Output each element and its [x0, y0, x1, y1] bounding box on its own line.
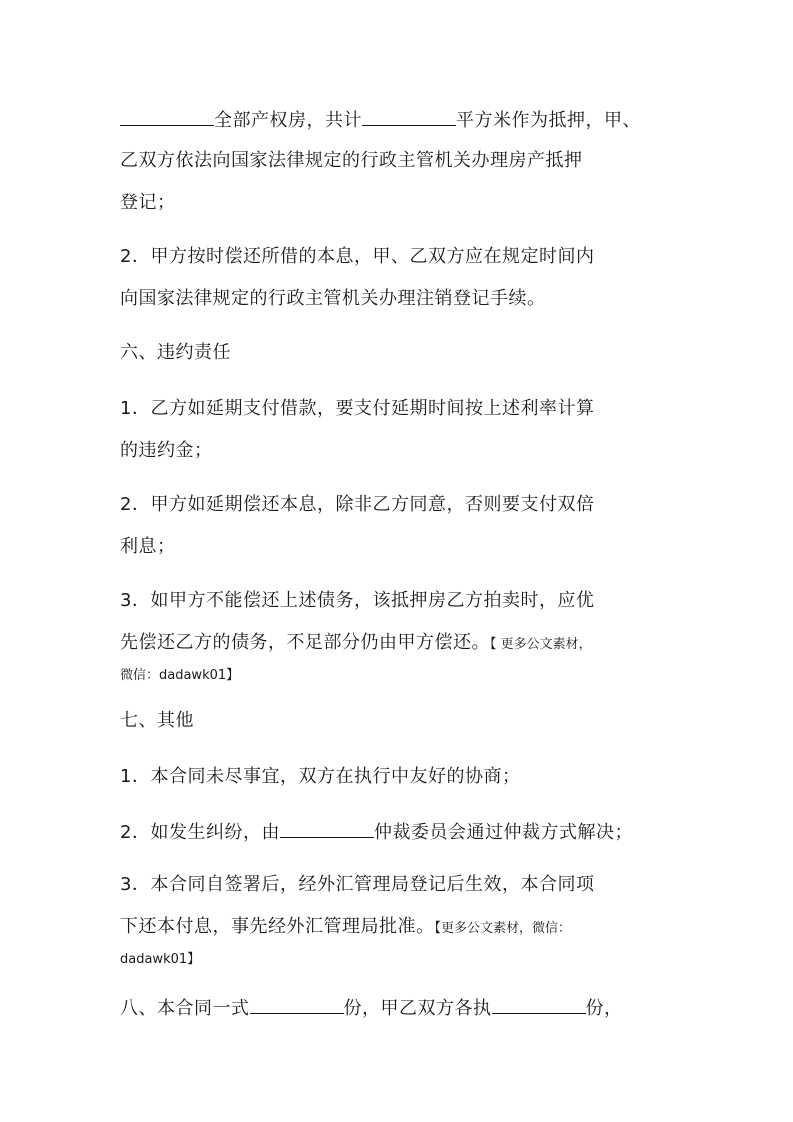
text-run: 平方米作为抵押，甲、 [456, 110, 641, 131]
section-heading: 六、违约责任 [120, 342, 231, 363]
paragraph-line: 的违约金； [120, 440, 213, 461]
text-run: 下还本付息，事先经外汇管理局批准。 [120, 916, 435, 937]
paragraph-line [120, 819, 680, 845]
text-run: 八、本合同一式 [120, 998, 250, 1019]
text-run: 仲裁委员会通过仲裁方式解决； [373, 822, 633, 843]
paragraph-line: 2．甲方如延期偿还本息，除非乙方同意，否则要支付双倍 [120, 494, 595, 515]
paragraph-line: 3．本合同自签署后，经外汇管理局登记后生效，本合同项 [120, 874, 595, 895]
section-heading: 七、其他 [120, 710, 194, 731]
paragraph-line [120, 631, 680, 657]
paragraph-line: 2．甲方按时偿还所借的本息，甲、乙双方应在规定时间内 [120, 246, 595, 267]
text-run: 份，甲乙双方各执 [343, 998, 492, 1019]
promo-note: dadawk01】 [120, 952, 201, 967]
text-run: 先偿还乙方的债务，不足部分仍由甲方偿还。 [120, 632, 490, 653]
paragraph-line [120, 107, 680, 133]
text-run: 全部产权房，共计 [214, 110, 362, 131]
paragraph-line: 登记； [120, 192, 176, 213]
paragraph-line [120, 995, 680, 1021]
paragraph-line: 1．本合同未尽事宜，双方在执行中友好的协商； [120, 766, 521, 787]
promo-note: 微信：dadawk01】 [120, 668, 240, 683]
fill-in-blank [280, 819, 374, 838]
fill-in-blank [362, 107, 456, 126]
paragraph-line: 向国家法律规定的行政主管机关办理注销登记手续。 [120, 288, 546, 309]
paragraph-line: 1．乙方如延期支付借款，要支付延期时间按上述利率计算 [120, 398, 595, 419]
paragraph-line: 利息； [120, 536, 176, 557]
fill-in-blank [492, 995, 586, 1014]
paragraph-line [120, 915, 680, 941]
promo-note: 【 更多公文素材， [490, 637, 592, 652]
fill-in-blank [120, 107, 214, 126]
paragraph-line: 乙双方依法向国家法律规定的行政主管机关办理房产抵押 [120, 150, 583, 171]
text-run: 2．如发生纠纷，由 [120, 822, 280, 843]
fill-in-blank [250, 995, 344, 1014]
paragraph-line: 3．如甲方不能偿还上述债务，该抵押房乙方拍卖时，应优 [120, 590, 595, 611]
text-run: 份， [585, 998, 623, 1019]
promo-note: 【更多公文素材，微信： [434, 921, 572, 936]
